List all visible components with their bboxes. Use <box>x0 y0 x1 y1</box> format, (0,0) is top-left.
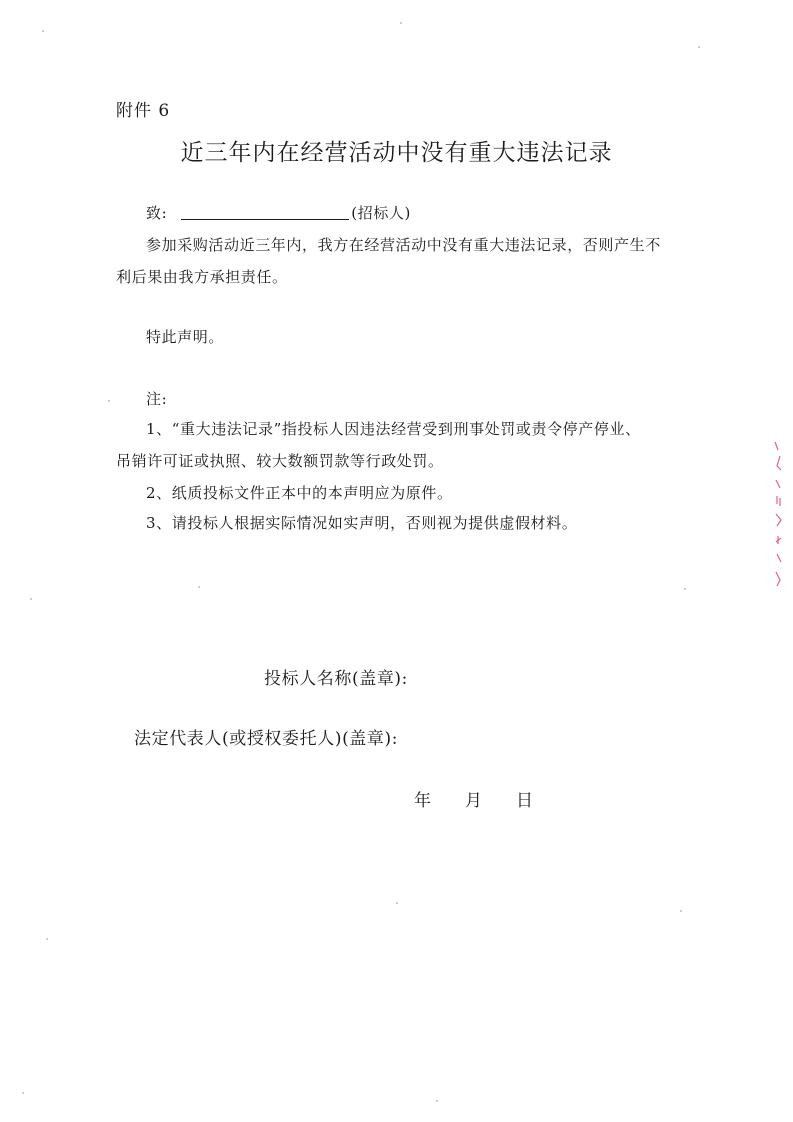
scan-speck <box>30 598 32 600</box>
scan-speck <box>400 22 402 24</box>
scan-speck <box>396 902 398 904</box>
declaration-line-2: 利后果由我方承担责任。 <box>116 268 288 286</box>
day-label: 日 <box>516 791 533 811</box>
scan-speck <box>198 586 200 588</box>
margin-stamp-mark <box>772 440 786 590</box>
scan-speck <box>46 938 48 940</box>
scan-speck <box>680 910 682 912</box>
notes-label: 注: <box>146 390 168 408</box>
note-1-line-2: 吊销许可证或执照、较大数额罚款等行政处罚。 <box>116 452 444 470</box>
scan-speck <box>684 588 686 590</box>
year-label: 年 <box>414 791 431 811</box>
attachment-label: 附件 6 <box>116 101 171 121</box>
note-1-line-1: 1、“重大违法记录”指投标人因违法经营受到刑事处罚或责令停产停业、 <box>146 420 641 438</box>
scan-speck <box>698 46 700 48</box>
scan-speck <box>22 1092 24 1094</box>
scan-speck <box>42 30 44 32</box>
recipient-prefix: 致: <box>146 204 168 222</box>
date-line <box>414 786 533 811</box>
note-2: 2、纸质投标文件正本中的本声明应为原件。 <box>146 484 453 502</box>
scan-speck <box>108 400 110 402</box>
special-statement: 特此声明。 <box>146 328 225 346</box>
bidder-name-signature: 投标人名称(盖章): <box>264 669 408 689</box>
document-title: 近三年内在经营活动中没有重大违法记录 <box>180 140 613 166</box>
scan-speck <box>436 1100 438 1102</box>
legal-representative-signature: 法定代表人(或授权委托人)(盖章): <box>134 729 399 749</box>
note-3: 3、请投标人根据实际情况如实声明，否则视为提供虚假材料。 <box>146 514 578 532</box>
recipient-blank <box>181 205 349 220</box>
month-label: 月 <box>465 791 482 811</box>
declaration-line-1: 参加采购活动近三年内，我方在经营活动中没有重大违法记录，否则产生不 <box>146 236 661 254</box>
recipient-suffix: (招标人) <box>351 204 411 222</box>
recipient-line <box>146 202 411 223</box>
